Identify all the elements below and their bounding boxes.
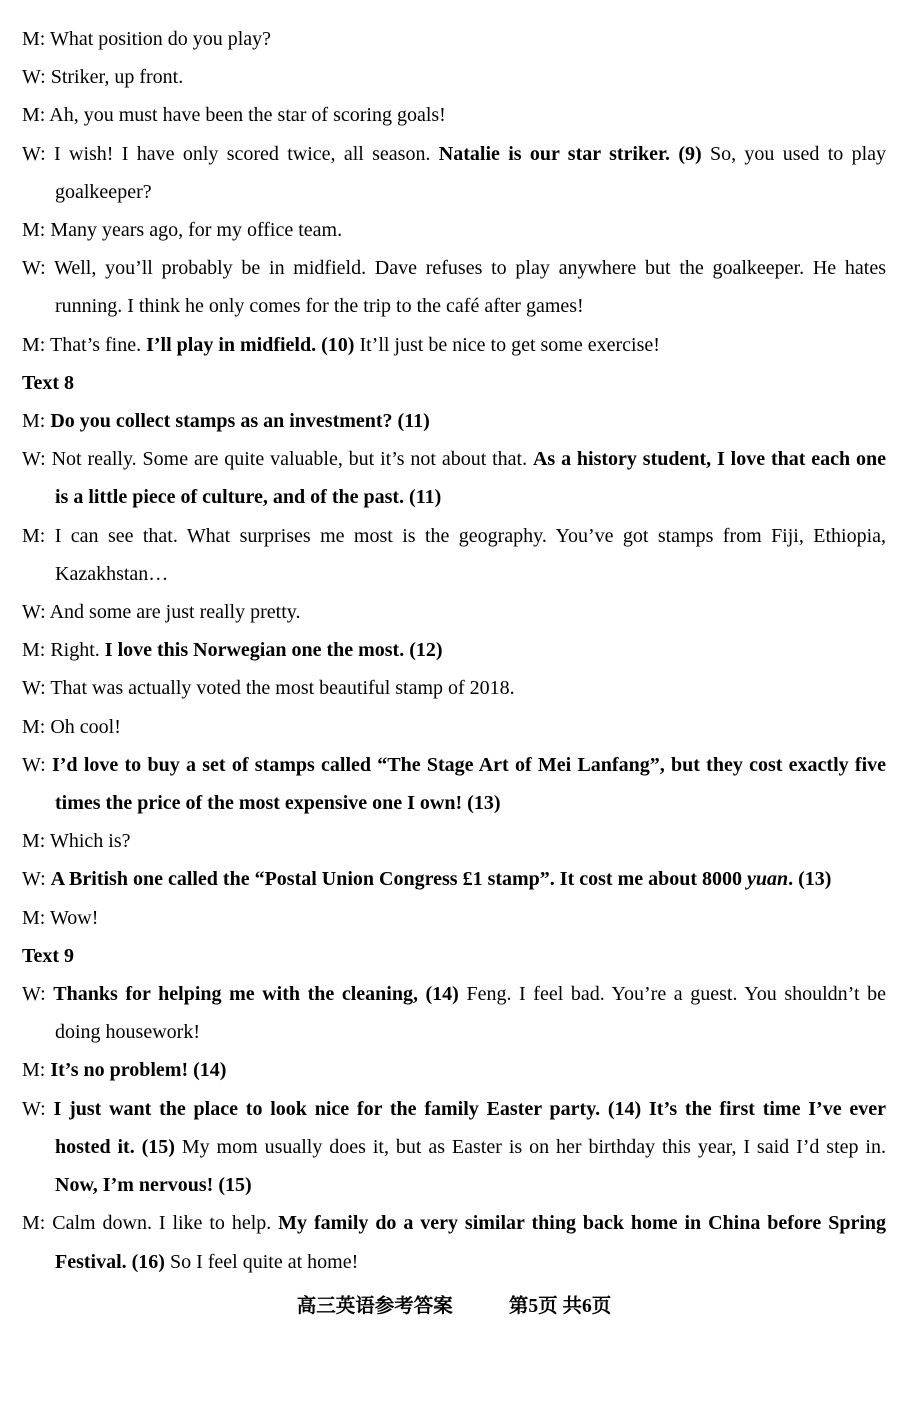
dialogue-line (22, 593, 886, 631)
text-segment: It’s no problem! (14) (50, 1059, 227, 1082)
dialogue-line (22, 135, 886, 211)
speaker-label: W: (22, 983, 46, 1006)
dialogue-line (22, 708, 886, 746)
speaker-label: W: (22, 66, 46, 89)
text-segment: I’ll play in midfield. (10) (146, 333, 355, 356)
speaker-label: M: (22, 715, 46, 738)
text-segment: yuan (747, 868, 789, 891)
text-segment: It’ll just be nice to get some exercise! (354, 333, 660, 356)
text-segment: I love this Norwegian one the most. (12) (104, 639, 443, 662)
text-segment: So, you used to play goalkeeper? (55, 142, 886, 203)
footer-document-title: 高三英语参考答案 (296, 1295, 453, 1317)
text-segment: As a history student, I love that each one is a little piece of culture, and of the past. (11) (55, 448, 886, 509)
text-segment: Which is? (49, 830, 131, 853)
section-heading (22, 364, 886, 402)
dialogue-line (22, 822, 886, 860)
speaker-label: M: (22, 410, 46, 433)
dialogue-line (22, 669, 886, 707)
text-segment: Not really. Some are quite valuable, but it’s not about that. (51, 448, 533, 471)
text-segment: What position do you play? (49, 28, 272, 50)
dialogue-line (22, 631, 886, 669)
text-segment: A British one called the “Postal Union Congress £1 stamp”. It cost me about 8000 (50, 868, 748, 891)
dialogue-line (22, 440, 886, 516)
text-segment: Well, you’ll probably be in midfield. Dave refuses to play anywhere but the goalkeeper. He hates running. I think he only comes for the trip to the café after games! (54, 257, 886, 318)
text-segment: I just want the place to look nice for the family Easter party. (14) It’s the first time I’ve ever hosted it. (15) (53, 1097, 886, 1158)
text-segment: Right. (50, 639, 105, 662)
text-segment: Striker, up front. (50, 66, 184, 89)
text-segment: Natalie is our star striker. (9) (438, 142, 702, 165)
dialogue-line (22, 899, 886, 937)
dialogue-line (22, 326, 886, 364)
text-segment: I can see that. What surprises me most is the geography. You’ve got stamps from Fiji, Ethiopia, Kazakhstan… (54, 524, 887, 585)
dialogue-line (22, 975, 886, 1051)
dialogue-line (22, 517, 887, 593)
speaker-label: M: (22, 1059, 46, 1082)
text-segment: Many years ago, for my office team. (50, 219, 343, 242)
speaker-label: W: (22, 677, 46, 700)
speaker-label: W: (22, 868, 46, 891)
text-segment: I wish! I have only scored twice, all season. (54, 142, 439, 165)
speaker-label: W: (22, 1097, 46, 1120)
text-segment: Text 8 (22, 371, 75, 394)
text-segment: Do you collect stamps as an investment? (11) (50, 410, 430, 433)
text-segment: So I feel quite at home! (164, 1250, 359, 1273)
dialogue-line (22, 249, 886, 325)
text-segment: I’d love to buy a set of stamps called “The Stage Art of Mei Lanfang”, but they cost exactly five times the price of the most expensive one I own! (13) (51, 753, 887, 815)
speaker-label: M: (22, 639, 46, 662)
speaker-label: M: (22, 524, 46, 547)
dialogue-line (22, 58, 886, 96)
text-segment: That was actually voted the most beautiful stamp of 2018. (50, 677, 515, 700)
footer-page-number: 第5页 共6页 (508, 1295, 612, 1317)
dialogue-line (22, 20, 886, 58)
dialogue-line (22, 746, 887, 822)
speaker-label: W: (22, 601, 46, 624)
text-segment: That’s fine. (49, 333, 147, 356)
speaker-label: W: (22, 142, 46, 165)
text-segment: Wow! (49, 906, 99, 929)
dialogue-line (22, 1051, 886, 1089)
transcript (22, 20, 886, 1281)
section-heading (22, 937, 886, 975)
speaker-label: W: (22, 448, 46, 471)
dialogue-line (22, 96, 886, 134)
text-segment: Text 9 (22, 944, 75, 967)
speaker-label: M: (22, 28, 46, 50)
dialogue-line (22, 1204, 886, 1280)
speaker-label: M: (22, 333, 46, 356)
text-segment: Calm down. I like to help. (52, 1212, 279, 1235)
speaker-label: M: (22, 906, 46, 929)
speaker-label: M: (22, 830, 46, 853)
dialogue-line (22, 1090, 886, 1205)
text-segment: . (13) (788, 868, 832, 891)
speaker-label: M: (22, 219, 46, 242)
speaker-label: W: (22, 753, 46, 776)
text-segment: My mom usually does it, but as Easter is on her birthday this year, I said I’d step in. (174, 1135, 886, 1158)
text-segment: My family do a very similar thing back home in China before Spring Festival. (16) (55, 1212, 886, 1273)
speaker-label: M: (22, 1212, 46, 1235)
dialogue-line (22, 211, 886, 249)
text-segment: Thanks for helping me with the cleaning, (14) (53, 983, 459, 1006)
speaker-label: M: (22, 104, 46, 127)
text-segment: Oh cool! (50, 715, 121, 738)
text-segment: And some are just really pretty. (49, 601, 301, 624)
dialogue-line (22, 860, 886, 898)
speaker-label: W: (22, 257, 46, 280)
text-segment: Ah, you must have been the star of scoring goals! (49, 104, 446, 127)
dialogue-line (22, 402, 886, 440)
text-segment: Feng. I feel bad. You’re a guest. You shouldn’t be doing housework! (55, 983, 886, 1044)
page-footer (22, 1288, 886, 1326)
text-segment: Now, I’m nervous! (15) (55, 1174, 252, 1197)
